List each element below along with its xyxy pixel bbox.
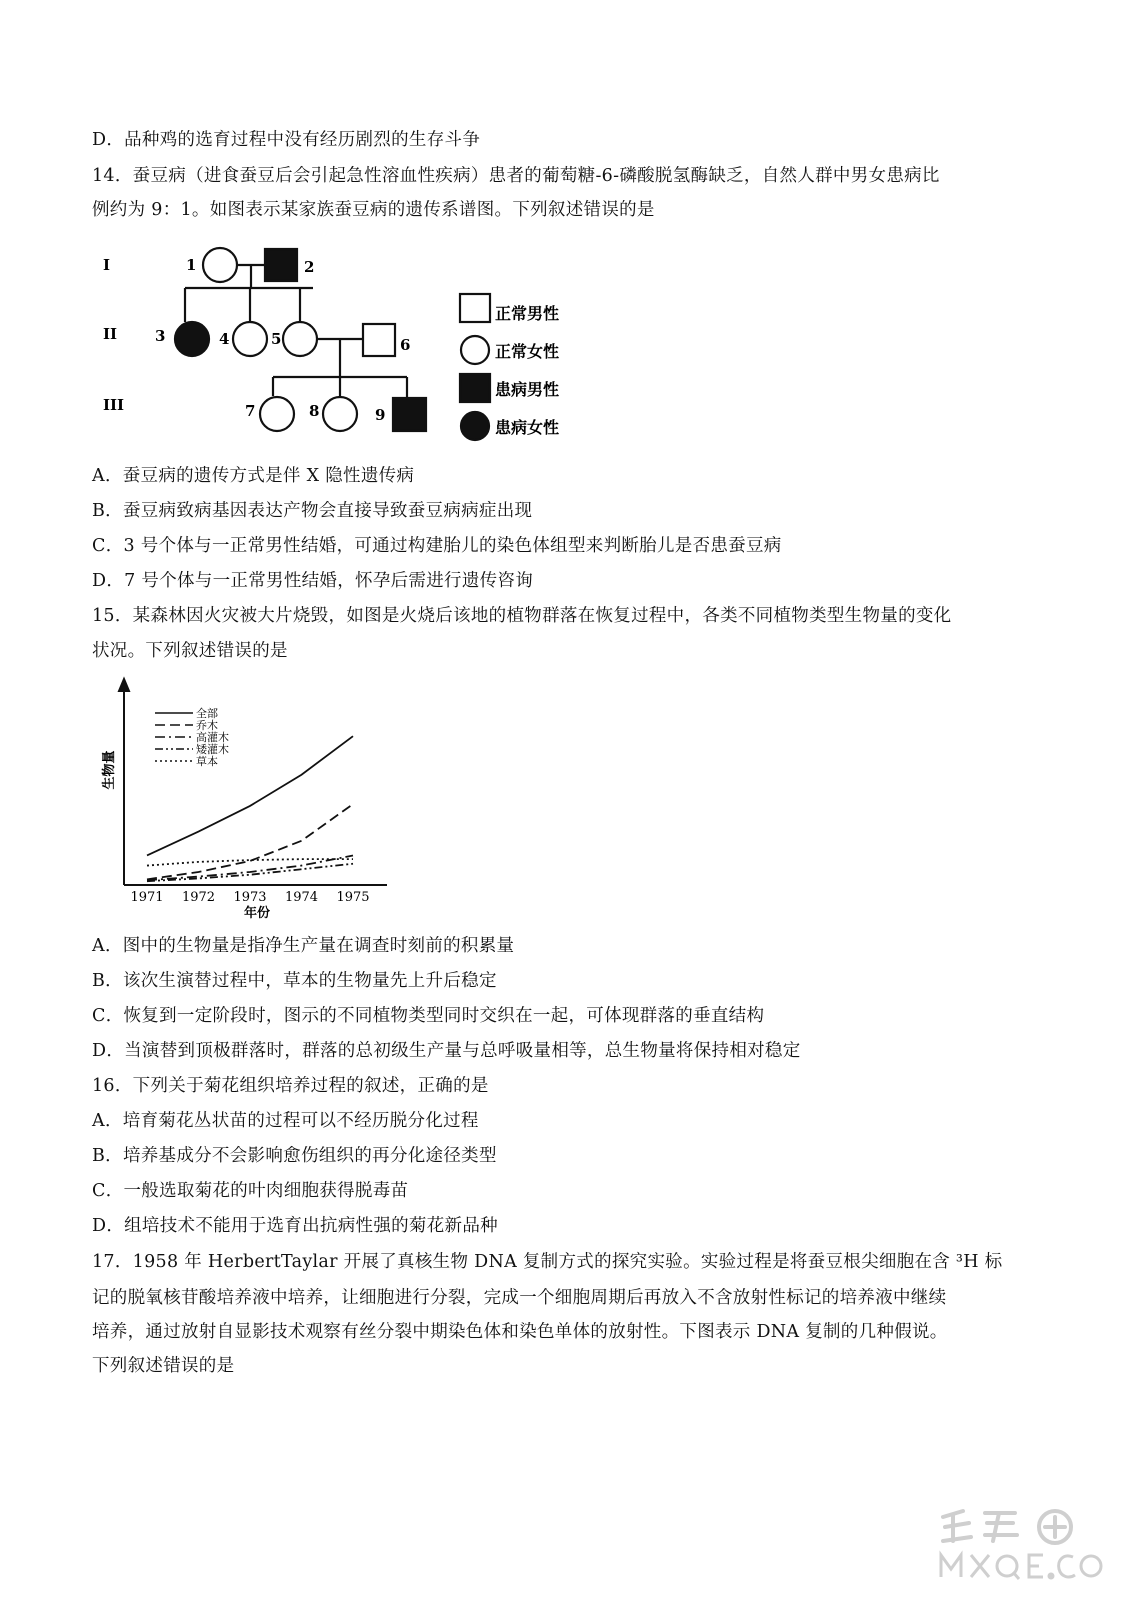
- legend-affected-female-label: 患病女性: [495, 418, 560, 437]
- number-6: 6: [400, 336, 411, 354]
- series-line-1: [147, 736, 353, 855]
- y-axis-label: 生物量: [102, 750, 117, 790]
- y-axis-arrow: [119, 679, 129, 691]
- legend-normal-male-icon: [460, 294, 490, 322]
- x-tick-label: 1971: [130, 890, 164, 905]
- individual-6: [363, 324, 395, 356]
- q17-stem-line1: 17．1958 年 HerbertTaylar 开展了真核生物 DNA 复制方式的探究实验。实验过程是将蚕豆根尖细胞在含 ³H 标: [92, 1252, 1003, 1272]
- number-8: 8: [309, 402, 320, 420]
- individual-3: [175, 322, 209, 356]
- legend-affected-female-icon: [461, 412, 489, 440]
- x-tick-label: 1973: [233, 890, 267, 905]
- q15-option-c: C．恢复到一定阶段时，图示的不同植物类型同时交织在一起，可体现群落的垂直结构: [92, 1006, 765, 1026]
- watermark-logo: [935, 1505, 1115, 1585]
- legend-label-2: 乔木: [196, 719, 218, 732]
- generation-label-3: III: [103, 396, 125, 414]
- number-2: 2: [304, 258, 315, 276]
- legend-normal-female-label: 正常女性: [495, 342, 560, 361]
- generation-label-1: I: [103, 256, 111, 274]
- q15-stem-line1: 15．某森林因火灾被大片烧毁，如图是火烧后该地的植物群落在恢复过程中，各类不同植物类型生物量的变化: [92, 606, 952, 626]
- x-axis-label: 年份: [243, 906, 271, 921]
- q17-stem-line3: 培养，通过放射自显影技术观察有丝分裂中期染色体和染色单体的放射性。下图表示 DNA 复制的几种假说。: [92, 1322, 948, 1342]
- number-9: 9: [375, 406, 386, 424]
- individual-1: [203, 248, 237, 282]
- q16-option-b: B．培养基成分不会影响愈伤组织的再分化途径类型: [92, 1146, 497, 1166]
- number-7: 7: [245, 402, 256, 420]
- q16-option-d: D．组培技术不能用于选育出抗病性强的菊花新品种: [92, 1216, 498, 1236]
- number-5: 5: [271, 330, 282, 348]
- individual-8: [323, 397, 357, 431]
- legend-label-4: 矮灌木: [196, 743, 229, 756]
- legend-label-1: 全部: [196, 707, 218, 720]
- q14-option-b: B．蚕豆病致病基因表达产物会直接导致蚕豆病病症出现: [92, 501, 533, 521]
- q15-stem-line2: 状况。下列叙述错误的是: [92, 641, 288, 661]
- number-3: 3: [155, 327, 166, 345]
- x-tick-label: 1972: [181, 890, 216, 905]
- q14-stem-line2: 例约为 9：1。如图表示某家族蚕豆病的遗传系谱图。下列叙述错误的是: [92, 200, 655, 220]
- legend-label-3: 高灌木: [196, 731, 229, 744]
- number-4: 4: [219, 330, 230, 348]
- q13-option-d: D．品种鸡的选育过程中没有经历剧烈的生存斗争: [92, 130, 481, 150]
- biomass-chart: [95, 675, 405, 925]
- q15-option-a: A．图中的生物量是指净生产量在调查时刻前的积累量: [92, 936, 515, 956]
- q15-option-d: D．当演替到顶极群落时，群落的总初级生产量与总呼吸量相等，总生物量将保持相对稳定: [92, 1041, 801, 1061]
- x-tick-label: 1974: [284, 890, 319, 905]
- q16-option-c: C．一般选取菊花的叶肉细胞获得脱毒苗: [92, 1181, 409, 1201]
- q15-option-b: B．该次生演替过程中，草本的生物量先上升后稳定: [92, 971, 497, 991]
- individual-7: [260, 397, 294, 431]
- q17-stem-line4: 下列叙述错误的是: [92, 1356, 235, 1376]
- pedigree-diagram: [95, 240, 595, 450]
- q14-option-c: C．3 号个体与一正常男性结婚，可通过构建胎儿的染色体组型来判断胎儿是否患蚕豆病: [92, 536, 782, 556]
- legend-affected-male-label: 患病男性: [495, 380, 560, 399]
- individual-5: [283, 322, 317, 356]
- legend-normal-male-label: 正常男性: [495, 304, 560, 323]
- generation-label-2: II: [103, 325, 118, 343]
- q16-stem: 16．下列关于菊花组织培养过程的叙述，正确的是: [92, 1076, 489, 1096]
- x-tick-label: 1975: [336, 890, 370, 905]
- q14-stem-line1: 14．蚕豆病（进食蚕豆后会引起急性溶血性疾病）患者的葡萄糖-6-磷酸脱氢酶缺乏，自然人群中男女患病比: [92, 166, 940, 186]
- q16-option-a: A．培育菊花丛状苗的过程可以不经历脱分化过程: [92, 1111, 479, 1131]
- legend-label-5: 草本: [196, 755, 218, 768]
- legend-normal-female-icon: [461, 336, 489, 364]
- individual-9: [393, 398, 426, 431]
- number-1: 1: [186, 256, 197, 274]
- q14-option-a: A．蚕豆病的遗传方式是伴 X 隐性遗传病: [92, 466, 415, 486]
- legend-affected-male-icon: [460, 374, 490, 402]
- individual-2: [265, 249, 297, 281]
- individual-4: [233, 322, 267, 356]
- q17-stem-line2: 记的脱氧核苷酸培养液中培养，让细胞进行分裂，完成一个细胞周期后再放入不含放射性标记的培养液中继续: [92, 1288, 947, 1308]
- q14-option-d: D．7 号个体与一正常男性结婚，怀孕后需进行遗传咨询: [92, 571, 534, 591]
